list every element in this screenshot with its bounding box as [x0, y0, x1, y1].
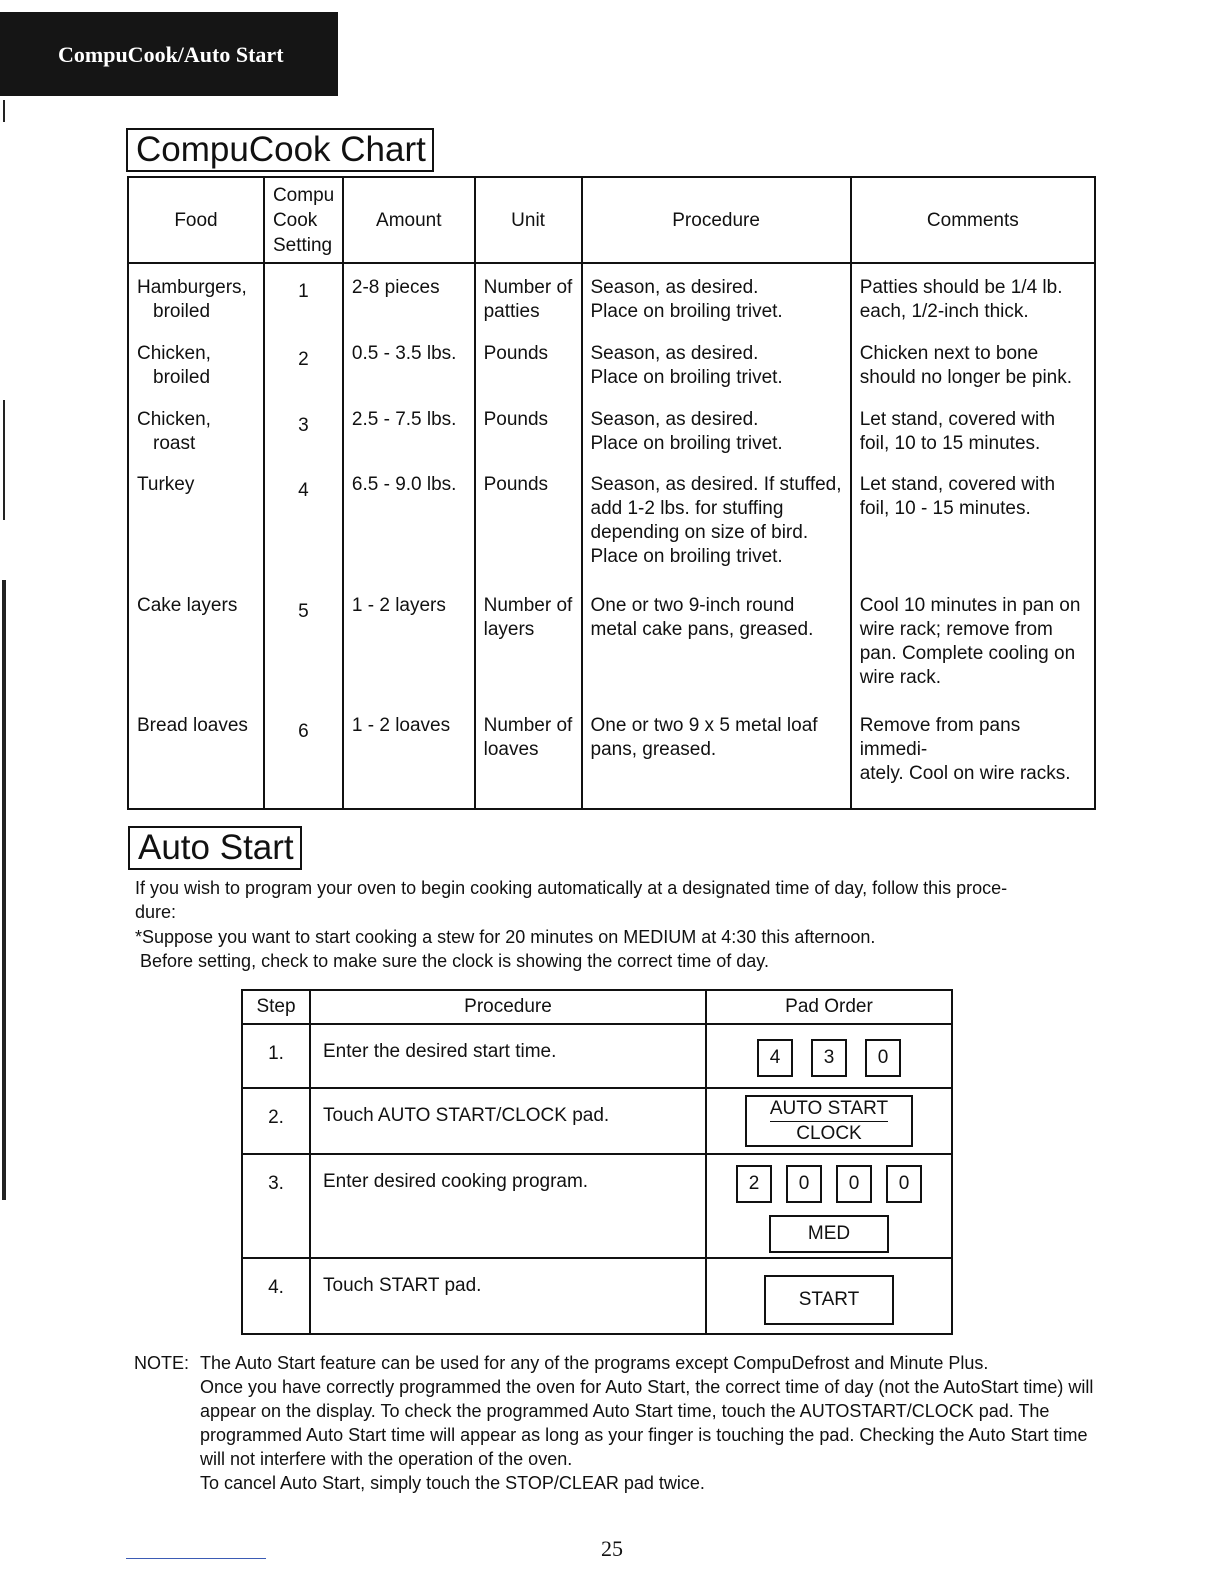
column-header-pad-order: Pad Order: [706, 990, 952, 1024]
pad-digit: 2: [736, 1165, 772, 1203]
comments-cell: Remove from pans immedi- ately. Cool on wire racks.: [851, 704, 1095, 809]
setting-cell: 5: [264, 584, 343, 704]
auto-start-example: *Suppose you want to start cooking a stew for 20 minutes on MEDIUM at 4:30 this afternoon. Before setting, check to make sure the clock is showing the correct time of day.: [135, 927, 876, 971]
setting-cell: 2: [264, 332, 343, 398]
setting-cell: 3: [264, 398, 343, 464]
procedure-cell: One or two 9 x 5 metal loaf pans, greased.: [582, 704, 851, 809]
unit-cell: Pounds: [475, 463, 582, 583]
column-header-setting: Compu Cook Setting: [264, 177, 343, 263]
section-header-tab: [0, 12, 338, 96]
food-cell: Cake layers: [128, 584, 264, 704]
binding-edge-marks: [0, 100, 9, 1200]
amount-cell: 1 - 2 loaves: [343, 704, 475, 809]
table-row: [128, 704, 1095, 809]
compucook-chart-title: CompuCook Chart: [126, 128, 434, 172]
amount-cell: 6.5 - 9.0 lbs.: [343, 463, 475, 583]
column-header-procedure: Procedure: [582, 177, 851, 263]
pad-order-cell: [706, 1154, 952, 1258]
step-number: 1.: [242, 1024, 310, 1088]
pad-digit: 3: [811, 1039, 847, 1077]
pad-order-cell: [706, 1088, 952, 1154]
auto-start-steps-table: [241, 989, 953, 1335]
pad-digit: 0: [886, 1165, 922, 1203]
column-header-step: Step: [242, 990, 310, 1024]
food-cell: Bread loaves: [128, 704, 264, 809]
table-row: [128, 584, 1095, 704]
med-power-pad: MED: [769, 1215, 889, 1253]
unit-cell: Pounds: [475, 398, 582, 464]
note-line: The Auto Start feature can be used for any of the programs except CompuDefrost and Minute Plus.: [200, 1353, 989, 1373]
compucook-chart-table: [127, 176, 1096, 810]
comments-cell: Let stand, covered with foil, 10 - 15 minutes.: [851, 463, 1095, 583]
auto-start-title: Auto Start: [128, 826, 302, 870]
pad-digit: 4: [757, 1039, 793, 1077]
procedure-cell: One or two 9-inch round metal cake pans, greased.: [582, 584, 851, 704]
food-cell: Turkey: [128, 463, 264, 583]
procedure-cell: Season, as desired. Place on broiling trivet.: [582, 332, 851, 398]
unit-cell: Number of patties: [475, 263, 582, 332]
amount-cell: 0.5 - 3.5 lbs.: [343, 332, 475, 398]
pad-digit: 0: [786, 1165, 822, 1203]
table-header-row: [242, 990, 952, 1024]
unit-cell: Pounds: [475, 332, 582, 398]
column-header-procedure: Procedure: [310, 990, 706, 1024]
setting-cell: 4: [264, 463, 343, 583]
table-row: [128, 398, 1095, 464]
comments-cell: Patties should be 1/4 lb. each, 1/2-inch thick.: [851, 263, 1095, 332]
step-number: 2.: [242, 1088, 310, 1154]
step-procedure: Enter desired cooking program.: [310, 1154, 706, 1258]
note-line: To cancel Auto Start, simply touch the STOP/CLEAR pad twice.: [200, 1473, 705, 1493]
column-header-amount: Amount: [343, 177, 475, 263]
food-cell: Hamburgers, broiled: [128, 263, 264, 332]
comments-cell: Cool 10 minutes in pan on wire rack; remove from pan. Complete cooling on wire rack.: [851, 584, 1095, 704]
note-label: NOTE:: [134, 1353, 190, 1373]
comments-cell: Chicken next to bone should no longer be pink.: [851, 332, 1095, 398]
procedure-cell: Season, as desired. If stuffed, add 1-2 lbs. for stuffing depending on size of bird. Place on broiling trivet.: [582, 463, 851, 583]
unit-cell: Number of loaves: [475, 704, 582, 809]
note-line: Once you have correctly programmed the oven for Auto Start, the correct time of day (not the AutoStart time) will appear on the display. To check the programmed Auto Start time, touch the AUTOSTART/CLOCK pad. The programmed Auto Start time will appear as long as your finger is touching the pad. Checking the Auto Start time will not interfere with the operation of the oven.: [200, 1377, 1094, 1469]
amount-cell: 2-8 pieces: [343, 263, 475, 332]
step-procedure: Enter the desired start time.: [310, 1024, 706, 1088]
auto-start-clock-pad: AUTO START CLOCK: [745, 1095, 913, 1147]
step-procedure: Touch AUTO START/CLOCK pad.: [310, 1088, 706, 1154]
column-header-unit: Unit: [475, 177, 582, 263]
pad-digit: 0: [865, 1039, 901, 1077]
pad-order-cell: [706, 1024, 952, 1088]
column-header-food: Food: [128, 177, 264, 263]
page-number: 25: [601, 1536, 623, 1561]
procedure-cell: Season, as desired. Place on broiling trivet.: [582, 263, 851, 332]
step-number: 3.: [242, 1154, 310, 1258]
unit-cell: Number of layers: [475, 584, 582, 704]
food-cell: Chicken, roast: [128, 398, 264, 464]
setting-cell: 1: [264, 263, 343, 332]
table-row: [242, 1258, 952, 1334]
table-row: [242, 1024, 952, 1088]
start-pad: START: [764, 1275, 894, 1325]
food-cell: Chicken, broiled: [128, 332, 264, 398]
table-header-row: [128, 177, 1095, 263]
footer-rule: [126, 1558, 266, 1559]
table-row: [128, 263, 1095, 332]
step-number: 4.: [242, 1258, 310, 1334]
setting-cell: 6: [264, 704, 343, 809]
amount-cell: 1 - 2 layers: [343, 584, 475, 704]
auto-start-note: [134, 1351, 1104, 1495]
section-header-label: CompuCook/Auto Start: [58, 42, 284, 67]
auto-start-intro: If you wish to program your oven to begin cooking automatically at a designated time of day, follow this proce- dure:: [135, 878, 1008, 922]
table-row: [242, 1154, 952, 1258]
pad-order-cell: [706, 1258, 952, 1334]
amount-cell: 2.5 - 7.5 lbs.: [343, 398, 475, 464]
table-row: [128, 463, 1095, 583]
step-procedure: Touch START pad.: [310, 1258, 706, 1334]
pad-digit: 0: [836, 1165, 872, 1203]
table-row: [128, 332, 1095, 398]
procedure-cell: Season, as desired. Place on broiling trivet.: [582, 398, 851, 464]
comments-cell: Let stand, covered with foil, 10 to 15 minutes.: [851, 398, 1095, 464]
column-header-comments: Comments: [851, 177, 1095, 263]
table-row: [242, 1088, 952, 1154]
